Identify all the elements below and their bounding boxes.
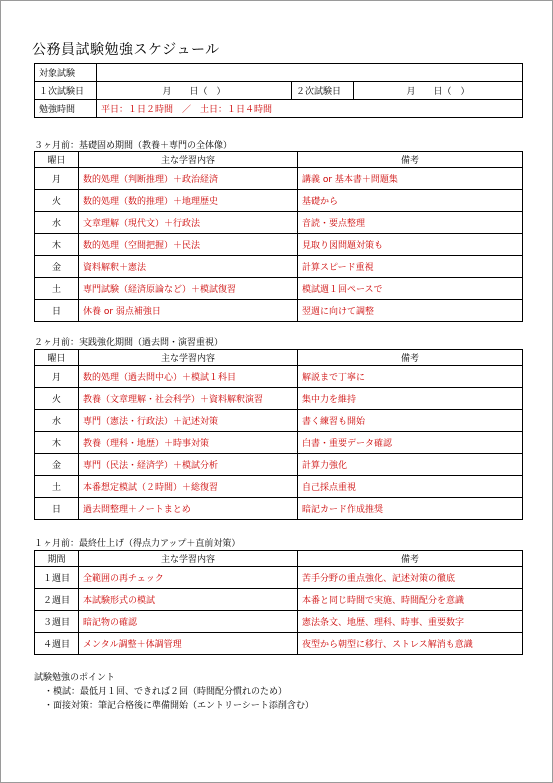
table-row bbox=[35, 388, 523, 410]
row-content: 暗記物の確認 bbox=[79, 611, 298, 633]
row-note: 自己採点重視 bbox=[298, 476, 523, 498]
table-row bbox=[35, 256, 523, 278]
header-note: 備考 bbox=[298, 350, 523, 366]
row-content: 全範囲の再チェック bbox=[79, 567, 298, 589]
section-heading-1month: １ヶ月前：最終仕上げ（得点力アップ＋直前対策） bbox=[34, 539, 241, 549]
exam1-date-value: 月 日（ ） bbox=[97, 82, 292, 100]
row-content: 専門試験（経済原論など）＋模試復習 bbox=[79, 278, 298, 300]
header-content: 主な学習内容 bbox=[79, 551, 298, 567]
row-content: 教養（理科・地歴）＋時事対策 bbox=[79, 432, 298, 454]
row-day: 木 bbox=[35, 432, 79, 454]
row-note: 音読・要点整理 bbox=[298, 212, 523, 234]
row-day: 日 bbox=[35, 498, 79, 520]
row-note: 本番と同じ時間で実施、時間配分を意識 bbox=[298, 589, 523, 611]
target-exam-value bbox=[97, 64, 523, 82]
row-content: 数的処理（空間把握）＋民法 bbox=[79, 234, 298, 256]
header-day: 曜日 bbox=[35, 152, 79, 168]
table-row bbox=[35, 567, 523, 589]
table-row bbox=[35, 498, 523, 520]
schedule-table-1month bbox=[34, 550, 523, 655]
header-note: 備考 bbox=[298, 152, 523, 168]
page-title: 公務員試験勉強スケジュール bbox=[32, 42, 220, 58]
table-row bbox=[35, 589, 523, 611]
row-content: 数的処理（判断推理）＋政治経済 bbox=[79, 168, 298, 190]
row-week: ３週目 bbox=[35, 611, 79, 633]
row-content: 数的処理（数的推理）＋地理歴史 bbox=[79, 190, 298, 212]
study-time-value: 平日：１日２時間 ／ 土日：１日４時間 bbox=[97, 100, 523, 118]
row-note: 講義 or 基本書＋問題集 bbox=[298, 168, 523, 190]
target-exam-label: 対象試験 bbox=[35, 64, 97, 82]
row-day: 火 bbox=[35, 388, 79, 410]
table-row bbox=[35, 611, 523, 633]
row-content: 本試験形式の模試 bbox=[79, 589, 298, 611]
table-row bbox=[35, 432, 523, 454]
row-note: 翌週に向けて調整 bbox=[298, 300, 523, 322]
row-day: 金 bbox=[35, 256, 79, 278]
row-content: 文章理解（現代文）＋行政法 bbox=[79, 212, 298, 234]
schedule-table-2months bbox=[34, 349, 523, 520]
table-row bbox=[35, 366, 523, 388]
point-item: ・模試：最低月１回、できれば２回（時間配分慣れのため） bbox=[44, 687, 288, 697]
row-week: ２週目 bbox=[35, 589, 79, 611]
header-period: 期間 bbox=[35, 551, 79, 567]
table-row bbox=[35, 476, 523, 498]
header-content: 主な学習内容 bbox=[79, 152, 298, 168]
table-row bbox=[35, 190, 523, 212]
row-content: 本番想定模試（２時間）＋総復習 bbox=[79, 476, 298, 498]
row-content: 数的処理（過去問中心）＋模試１科目 bbox=[79, 366, 298, 388]
table-row bbox=[35, 212, 523, 234]
table-row bbox=[35, 300, 523, 322]
row-day: 金 bbox=[35, 454, 79, 476]
row-note: 模試週１回ペースで bbox=[298, 278, 523, 300]
row-content: 休養 or 弱点補強日 bbox=[79, 300, 298, 322]
row-content: 専門（民法・経済学）＋模試分析 bbox=[79, 454, 298, 476]
row-note: 夜型から朝型に移行、ストレス解消も意識 bbox=[298, 633, 523, 655]
row-note: 苦手分野の重点強化、記述対策の徹底 bbox=[298, 567, 523, 589]
row-content: 過去問整理＋ノートまとめ bbox=[79, 498, 298, 520]
row-note: 憲法条文、地歴、理科、時事、重要数字 bbox=[298, 611, 523, 633]
section-heading-3months: ３ヶ月前：基礎固め期間（教養＋専門の全体像） bbox=[34, 141, 233, 151]
row-day: 水 bbox=[35, 212, 79, 234]
exam-info-table bbox=[34, 63, 523, 118]
row-day: 月 bbox=[35, 168, 79, 190]
row-content: メンタル調整＋体調管理 bbox=[79, 633, 298, 655]
row-note: 書く練習も開始 bbox=[298, 410, 523, 432]
header-content: 主な学習内容 bbox=[79, 350, 298, 366]
study-time-label: 勉強時間 bbox=[35, 100, 97, 118]
points-heading: 試験勉強のポイント bbox=[34, 673, 116, 683]
row-note: 解説まで丁寧に bbox=[298, 366, 523, 388]
row-day: 土 bbox=[35, 278, 79, 300]
row-note: 見取り図問題対策も bbox=[298, 234, 523, 256]
point-item: ・面接対策：筆記合格後に準備開始（エントリーシート添削含む） bbox=[44, 701, 314, 711]
table-row bbox=[35, 278, 523, 300]
row-content: 教養（文章理解・社会科学）＋資料解釈演習 bbox=[79, 388, 298, 410]
row-note: 暗記カード作成推奨 bbox=[298, 498, 523, 520]
row-note: 基礎から bbox=[298, 190, 523, 212]
header-note: 備考 bbox=[298, 551, 523, 567]
table-row bbox=[35, 410, 523, 432]
table-row bbox=[35, 454, 523, 476]
exam2-date-label: ２次試験日 bbox=[292, 82, 354, 100]
header-day: 曜日 bbox=[35, 350, 79, 366]
section-heading-2months: ２ヶ月前：実践強化期間（過去問・演習重視） bbox=[34, 338, 224, 348]
row-note: 計算スピード重視 bbox=[298, 256, 523, 278]
row-content: 専門（憲法・行政法）＋記述対策 bbox=[79, 410, 298, 432]
exam1-date-label: １次試験日 bbox=[35, 82, 97, 100]
row-day: 土 bbox=[35, 476, 79, 498]
study-points bbox=[34, 671, 314, 713]
row-day: 日 bbox=[35, 300, 79, 322]
row-day: 水 bbox=[35, 410, 79, 432]
schedule-table-3months bbox=[34, 151, 523, 322]
row-note: 白書・重要データ確認 bbox=[298, 432, 523, 454]
table-row bbox=[35, 234, 523, 256]
row-day: 木 bbox=[35, 234, 79, 256]
exam2-date-value: 月 日（ ） bbox=[354, 82, 523, 100]
row-content: 資料解釈＋憲法 bbox=[79, 256, 298, 278]
row-note: 集中力を維持 bbox=[298, 388, 523, 410]
row-week: １週目 bbox=[35, 567, 79, 589]
row-day: 月 bbox=[35, 366, 79, 388]
row-note: 計算力強化 bbox=[298, 454, 523, 476]
table-row bbox=[35, 168, 523, 190]
row-day: 火 bbox=[35, 190, 79, 212]
row-week: ４週目 bbox=[35, 633, 79, 655]
table-row bbox=[35, 633, 523, 655]
